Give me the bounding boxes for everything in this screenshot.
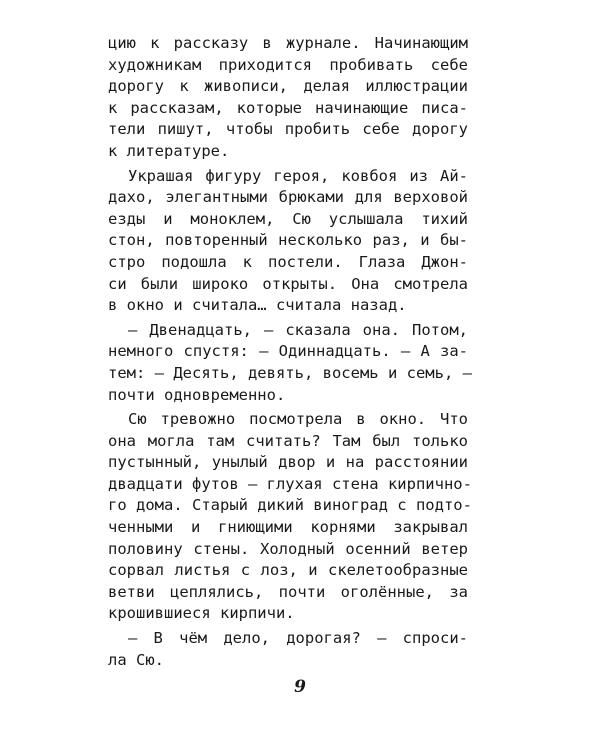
page-number: 9 [294,677,306,697]
text-line: половину стены. Холодный осенний ветер [108,539,468,558]
text-line: дорогу к живописи, делая иллюстрации [108,77,468,96]
text-line: езды и моноклем, Сю услышала тихий [108,209,468,228]
text-line: — В чём дело, дорогая? — спроси- [128,629,468,648]
text-line: — Двенадцать, — сказала она. Потом, [128,320,468,339]
text-line: ветви цеплялись, почти оголённые, за [108,582,468,601]
text-line: крошившиеся кирпичи. [108,604,295,623]
text-line: в окно и считала… считала назад. [108,296,407,315]
text-line: художникам приходится пробивать себе [108,55,468,74]
text-line: тем: — Десять, девять, восемь и семь, — [108,363,472,382]
text-line: си были широко открыты. Она смотрела [108,274,468,293]
paragraph-1 [108,33,468,163]
body-text [108,33,472,674]
paragraph-3 [108,320,472,406]
text-line: сорвал листья с лоз, и скелетообразные [108,561,468,580]
text-line: стон, повторенный несколько раз, и бы- [108,231,468,250]
text-line: пустынный, унылый двор и на расстоянии [108,453,468,472]
text-line: почти одновременно. [108,385,286,404]
text-line: она могла там считать? Там был только [108,431,468,450]
text-line: к литературе. [108,141,230,160]
text-line: двадцати футов — глухая стена кирпично- [108,474,472,493]
text-line: Сю тревожно посмотрела в окно. Что [128,410,468,429]
text-line: ченными и гниющими корнями закрывал [108,518,468,537]
text-line: дахо, элегантными брюками для верховой [108,188,468,207]
paragraph-2 [108,166,468,317]
text-line: стро подошла к постели. Глаза Джон- [108,252,468,271]
text-line: к рассказам, которые начинающие писа- [108,98,468,117]
text-line: немного спустя: — Одиннадцать. — А за- [108,342,468,361]
text-line: тели пишут, чтобы пробить себе дорогу [108,120,468,139]
paragraph-4 [108,409,472,625]
text-line: ла Сю. [108,650,164,669]
text-line: го дома. Старый дикий виноград с подто- [108,496,472,515]
text-line: Украшая фигуру героя, ковбоя из Ай- [128,166,468,185]
text-line: цию к рассказу в журнале. Начинающим [108,34,468,52]
paragraph-5 [108,628,468,671]
